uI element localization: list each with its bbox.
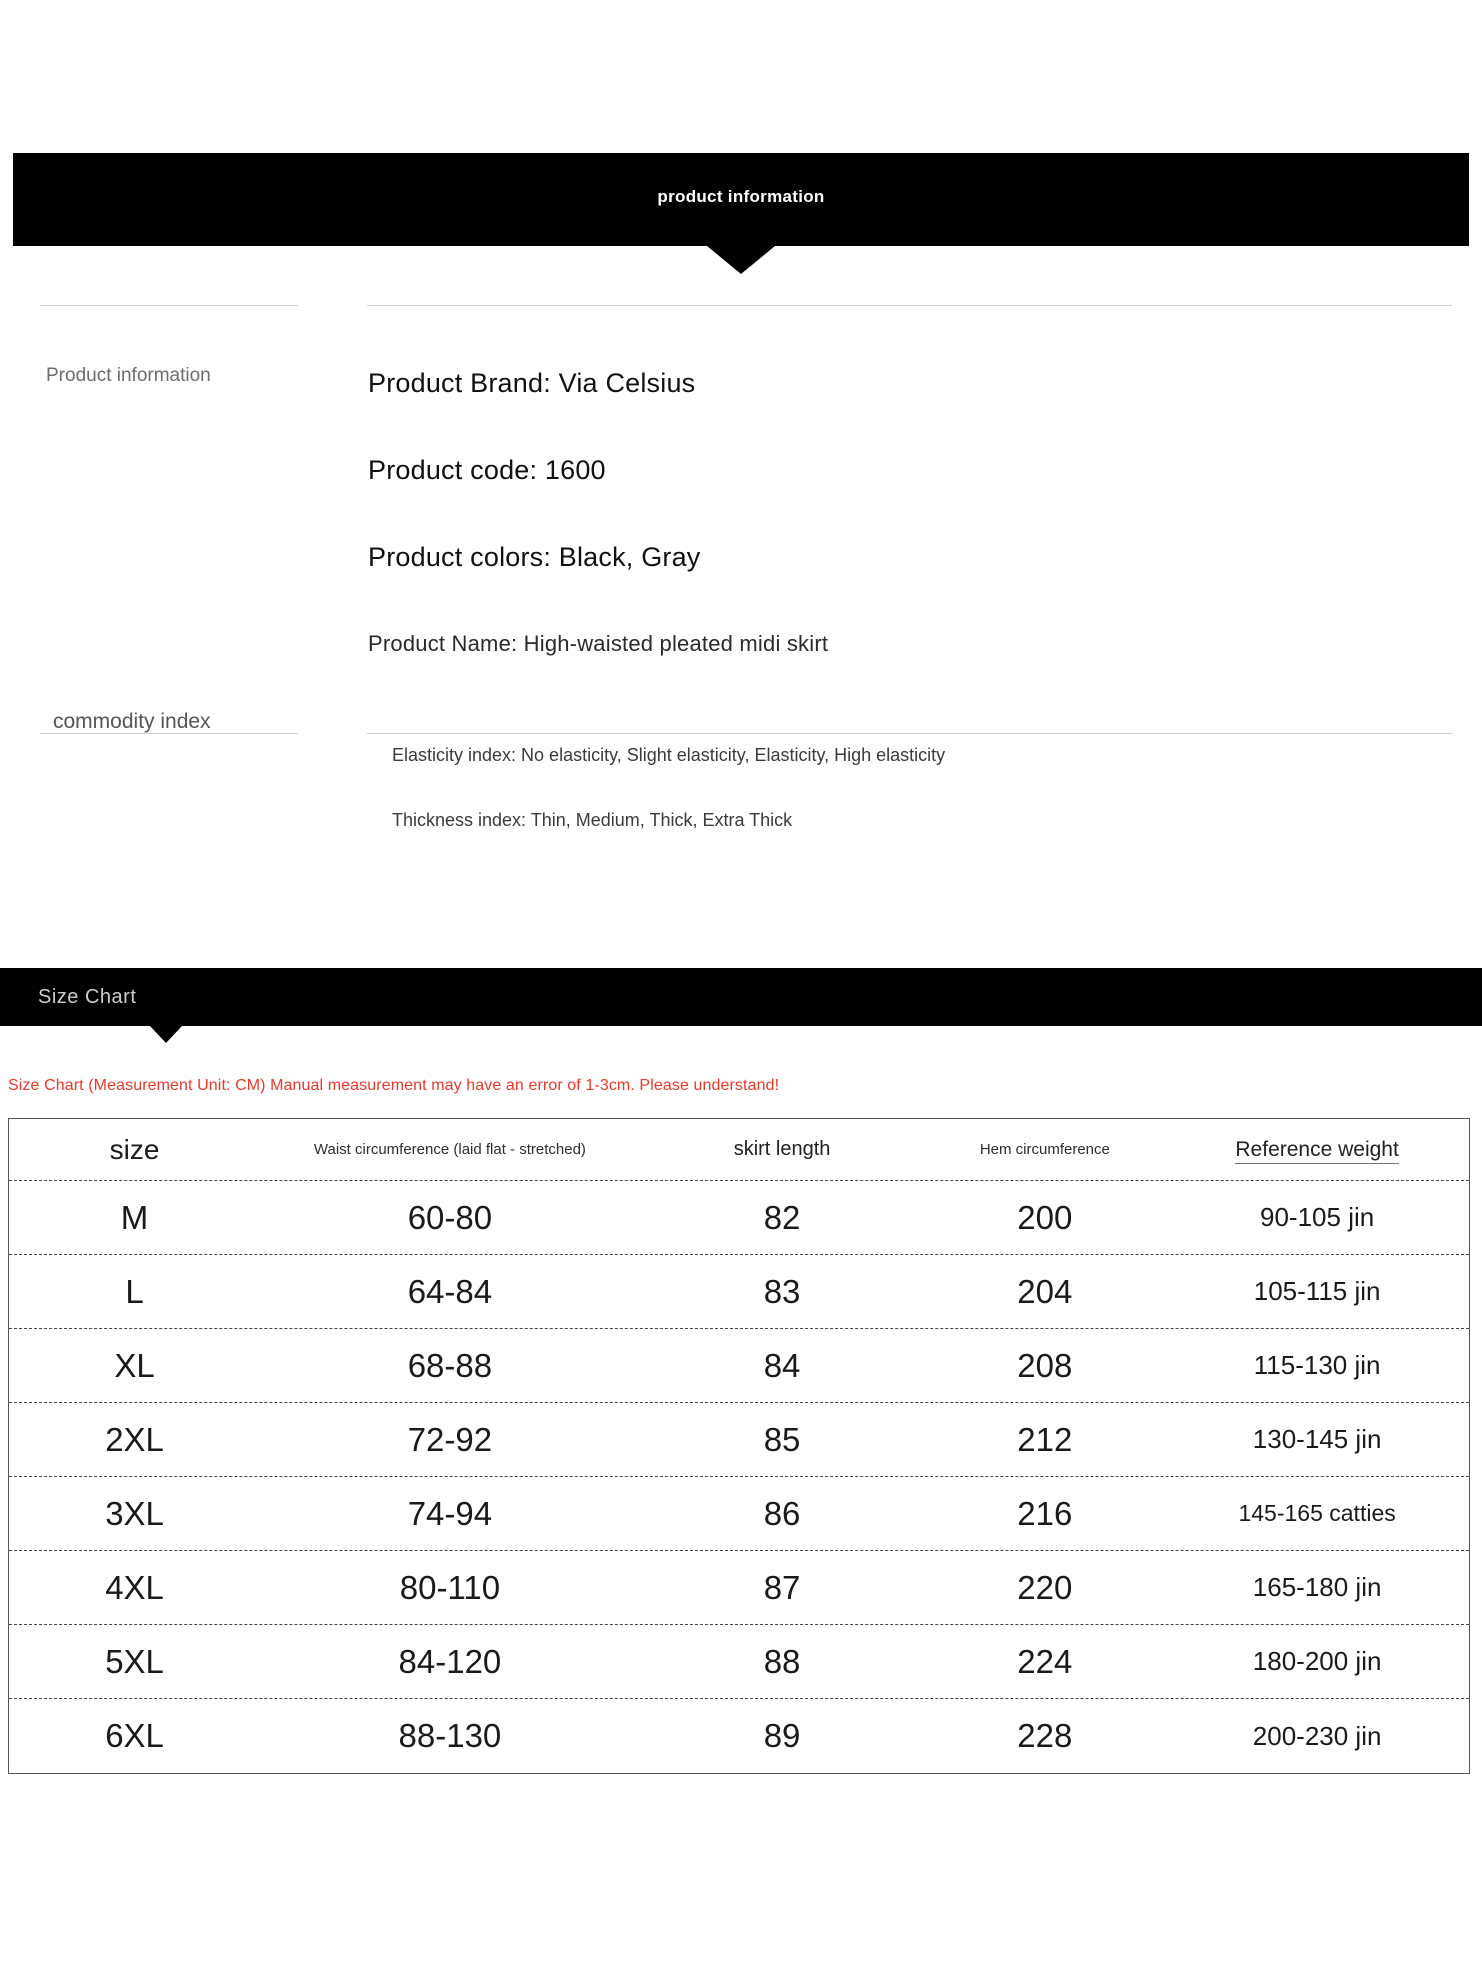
cell-skirt-length: 83 [763, 1272, 801, 1310]
cell-reference-weight: 165-180 jin [1252, 1572, 1382, 1602]
cell-reference-weight: 180-200 jin [1252, 1646, 1382, 1676]
cell-reference-weight: 200-230 jin [1252, 1720, 1382, 1751]
cell-hem: 216 [1017, 1494, 1073, 1532]
divider [40, 305, 298, 306]
commodity-index-label: commodity index [53, 710, 211, 733]
table-row [9, 1255, 1469, 1329]
cell-waist: 64-84 [407, 1272, 493, 1310]
cell-hem: 220 [1017, 1568, 1073, 1606]
cell-size: 3XL [105, 1494, 164, 1532]
table-row [9, 1625, 1469, 1699]
table-row [9, 1477, 1469, 1551]
product-brand-line: Product Brand: Via Celsius [368, 368, 696, 398]
product-colors-line: Product colors: Black, Gray [368, 542, 701, 572]
column-header-reference-weight-text: Reference weight [1235, 1138, 1398, 1164]
table-row [9, 1329, 1469, 1403]
cell-size: M [120, 1198, 149, 1236]
cell-waist: 60-80 [407, 1198, 493, 1236]
cell-waist: 84-120 [398, 1642, 502, 1680]
cell-skirt-length: 86 [763, 1494, 801, 1532]
table-row [9, 1551, 1469, 1625]
cell-waist: 74-94 [407, 1494, 493, 1532]
cell-hem: 200 [1017, 1198, 1073, 1236]
cell-size: 2XL [105, 1420, 164, 1458]
cell-size: L [125, 1272, 144, 1310]
cell-size: XL [114, 1346, 155, 1384]
cell-size: 4XL [105, 1568, 164, 1606]
size-chart-table [8, 1118, 1470, 1774]
cell-reference-weight: 145-165 catties [1238, 1500, 1396, 1526]
product-code-line: Product code: 1600 [368, 455, 606, 485]
cell-skirt-length: 89 [763, 1717, 801, 1754]
table-row [9, 1403, 1469, 1477]
cell-hem: 204 [1017, 1272, 1073, 1310]
divider [367, 733, 1452, 734]
cell-reference-weight: 105-115 jin [1253, 1276, 1381, 1306]
cell-skirt-length: 88 [763, 1642, 801, 1680]
size-chart-title: Size Chart [38, 986, 137, 1008]
thickness-index-line: Thickness index: Thin, Medium, Thick, Extra Thick [392, 810, 793, 830]
table-row [9, 1699, 1469, 1773]
product-information-label: Product information [46, 365, 211, 386]
column-header-hem: Hem circumference [979, 1141, 1110, 1158]
banner-title: product information [657, 187, 825, 206]
divider [367, 305, 1452, 306]
cell-hem: 212 [1017, 1420, 1073, 1458]
cell-skirt-length: 84 [763, 1346, 801, 1384]
size-chart-note: Size Chart (Measurement Unit: CM) Manual measurement may have an error of 1-3cm. Please understand! [8, 1077, 780, 1094]
column-header-waist: Waist circumference (laid flat - stretched) [313, 1141, 586, 1158]
banner-bar [13, 153, 1469, 246]
size-chart-header-bar [0, 968, 1482, 1026]
cell-skirt-length: 85 [763, 1420, 801, 1458]
product-information-banner [13, 153, 1469, 246]
cell-hem: 208 [1017, 1346, 1073, 1384]
cell-hem: 228 [1017, 1717, 1073, 1754]
cell-skirt-length: 87 [763, 1568, 801, 1606]
banner-arrow-icon [707, 246, 775, 274]
size-chart-arrow-icon [150, 1026, 182, 1043]
cell-size: 6XL [105, 1717, 164, 1754]
table-header-row [9, 1119, 1469, 1181]
size-chart-header [0, 968, 1482, 1026]
table-row [9, 1181, 1469, 1255]
column-header-skirt-length: skirt length [733, 1138, 831, 1160]
cell-reference-weight: 130-145 jin [1252, 1424, 1382, 1454]
cell-hem: 224 [1017, 1642, 1073, 1680]
cell-reference-weight: 90-105 jin [1260, 1202, 1375, 1232]
cell-waist: 80-110 [399, 1568, 501, 1606]
product-name-line: Product Name: High-waisted pleated midi skirt [368, 631, 829, 656]
cell-waist: 72-92 [407, 1420, 493, 1458]
cell-skirt-length: 82 [763, 1198, 801, 1236]
column-header-reference-weight [1165, 1138, 1469, 1162]
cell-reference-weight: 115-130 jin [1253, 1350, 1381, 1380]
cell-size: 5XL [105, 1642, 164, 1680]
column-header-size: size [109, 1133, 160, 1165]
cell-waist: 68-88 [407, 1346, 493, 1384]
cell-waist: 88-130 [398, 1717, 502, 1754]
elasticity-index-line: Elasticity index: No elasticity, Slight elasticity, Elasticity, High elasticity [392, 745, 946, 765]
